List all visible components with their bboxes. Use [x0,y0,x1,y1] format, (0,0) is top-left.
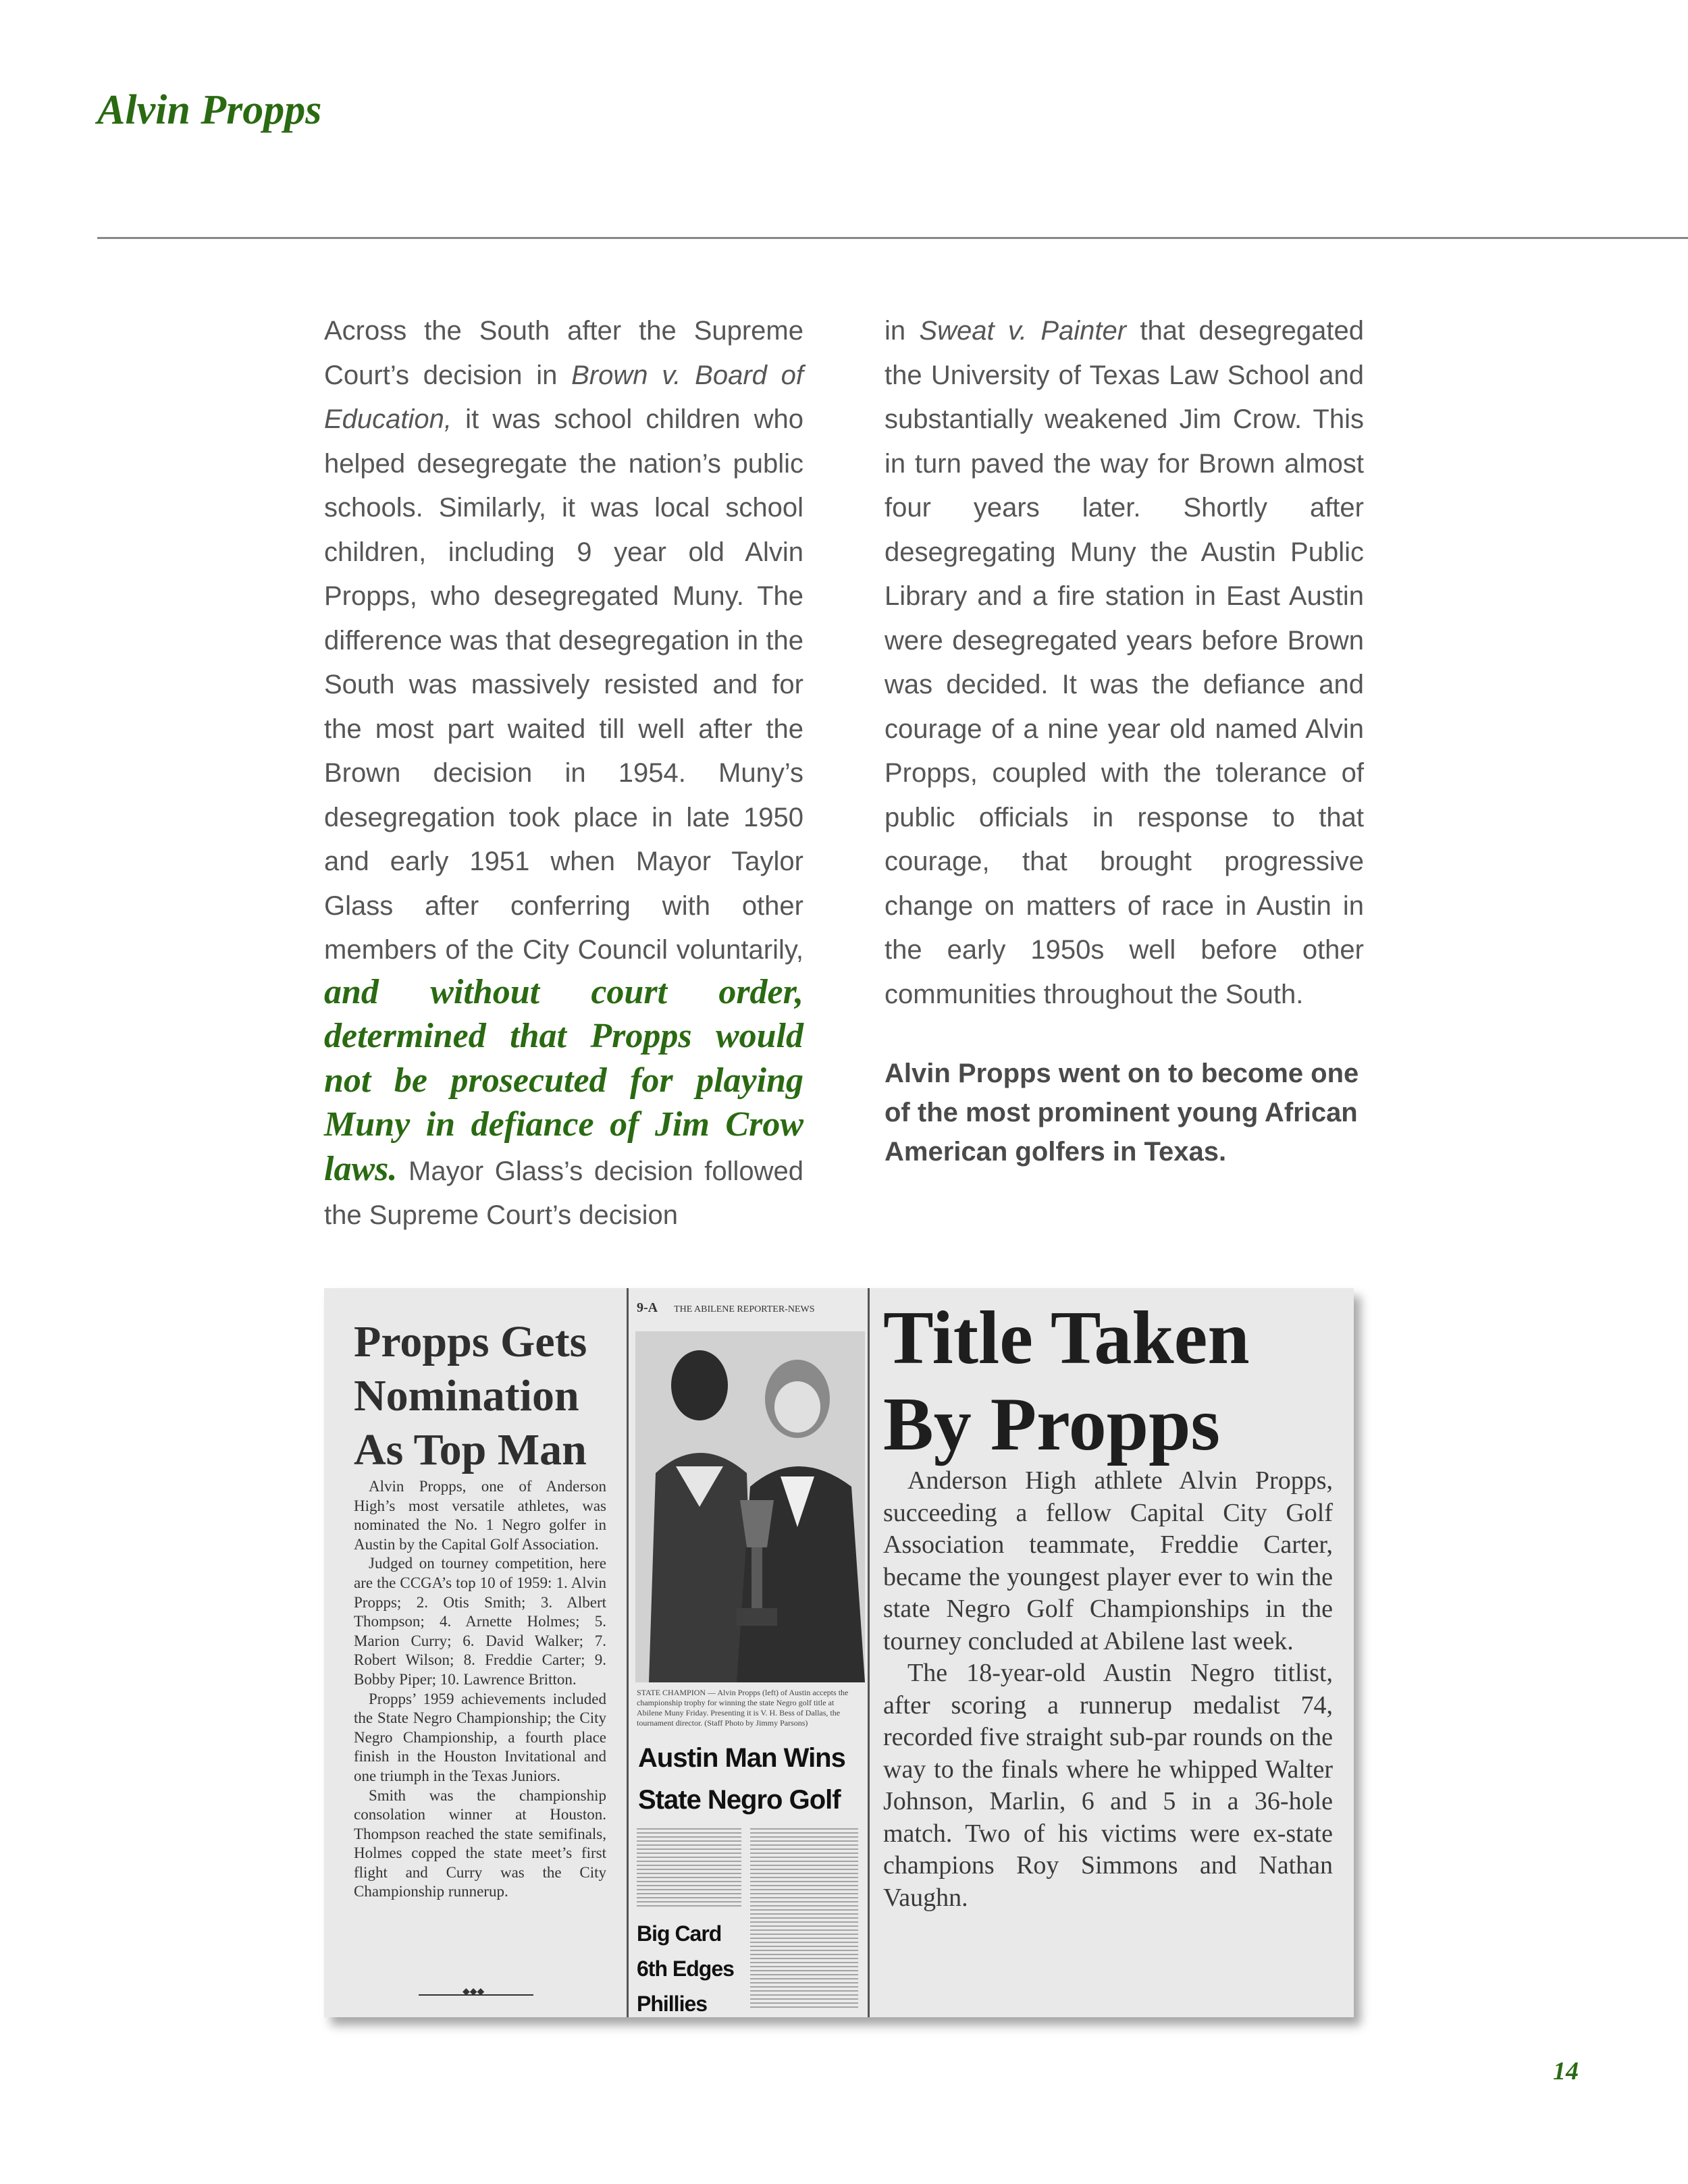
clipping-paragraph: Smith was the championship consolation winner at Houston. Thompson reached the state semifinals, Holmes copped the state meet’s first flight and Curry was the City Championship runnerup. [354,1786,606,1900]
champion-photo [635,1331,865,1682]
clipping-state-champion [629,1288,870,2017]
paper-name: THE ABILENE REPORTER-NEWS [674,1304,815,1314]
photo-caption: STATE CHAMPION — Alvin Propps (left) of Austin accepts the championship trophy for winning the state Negro golf title at Abilene Muny Friday. Presenting it is V. H. Bess of Dallas, the tournament director. (Staff Photo by Jimmy Parsons) [637,1688,849,1728]
clipping-paragraph: Propps’ 1959 achievements included the State Negro Championship; the City Negro Championship, a fourth place finish in the Houston Invitational and one triumph in the Texas Juniors. [354,1690,606,1784]
clipping-headline: Propps Gets Nomination As Top Man [354,1317,587,1474]
header-divider [97,237,1688,239]
case-citation: Brown v. Board of Education, [324,360,803,434]
clipping-title-taken [870,1288,1354,2017]
page-label: 9-A [637,1300,658,1315]
bold-note: Alvin Propps went on to become one of the most prominent young African American golfers in Texas. [885,1059,1359,1167]
text-segment: Across the South after the Supreme Court’s decision in [324,316,803,390]
text-segment: it was school children who helped desegregate the nation’s public schools. Similarly, it was local school children, including 9 year old Alvin Propps, who desegregated Muny. The difference was that desegregation in the South was massively resisted and for the most part waited till well after the Brown decision in 1954. Muny’s desegregation took place in late 1950 and early 1951 when Mayor Taylor Glass after conferring with other members of the City Council voluntarily, [324,404,803,965]
case-citation: Sweat v. Painter [919,316,1127,346]
text-segment: that desegregated the University of Texas Law School and substantially weakened Jim Crow. This in turn paved the way for Brown almost four years later. Shortly after desegregating Muny the Austin Public Library and a fire station in East Austin were desegregated years before Brown was decided. It was the defiance and courage of a nine year old named Alvin Propps, coupled with the tolerance of public officials in response to that courage, that brought progressive change on matters of race in Austin in the early 1950s well before other communities throughout the South. [885,316,1365,1009]
clipping-subheadline: Big Card 6th Edges Phillies [637,1921,734,2016]
ornament-divider [419,1994,533,1996]
clipping-headline: Austin Man Wins State Negro Golf [638,1743,845,1815]
text-segment: Mayor Glass’s decision followed the Supreme Court’s decision [324,1156,803,1230]
clipping-body [883,1465,1333,1914]
page-number: 14 [1553,2057,1579,2085]
fine-print [637,1828,741,1909]
clipping-paragraph: Anderson High athlete Alvin Propps, succeeding a fellow Capital City Golf Association teammate, Freddie Carter, became the youngest player ever to win the state Negro Golf Championships in the tourney concluded at Abilene last week. [883,1466,1333,1655]
clipping-body [354,1477,606,1902]
page-title: Alvin Propps [97,87,322,133]
clipping-paragraph: The 18-year-old Austin Negro titlist, after scoring a runnerup medalist 74, recorded five straight sub-par rounds on the way to the finals where he whipped Walter Johnson, Marlin, 6 and 5 in a 36-hole match. Two of his victims were ex-state champions Roy Simmons and Nathan Vaughn. [883,1659,1333,1912]
newspaper-clippings [324,1288,1354,2017]
right-column [885,309,1364,1171]
pull-quote: and without court order, determined that Propps would not be prosecuted for playing Muny in defiance of Jim Crow laws. [324,972,803,1188]
text-segment: in [885,316,920,346]
clipping-paragraph: Judged on tourney competition, here are the CCGA’s top 10 of 1959: 1. Alvin Propps; 2. Otis Smith; 3. Albert Thompson; 4. Arnette Holmes; 5. Marion Curry; 6. David Walker; 7. Robert Wilson; 8. Freddie Carter; 9. Bobby Piper; 10. Lawrence Britton. [354,1555,606,1688]
left-column-text [324,309,803,1238]
right-column-text [885,309,1364,1017]
paper-masthead [637,1300,814,1316]
left-column [324,309,803,1238]
clipping-paragraph: Alvin Propps, one of Anderson High’s most versatile athletes, was nominated the No. 1 Negro golfer in Austin by the Capital Golf Association. [354,1478,606,1553]
clipping-headline: Title Taken By Propps [883,1296,1250,1466]
fine-print [750,1828,858,2010]
clipping-propps-nomination [324,1288,629,2017]
